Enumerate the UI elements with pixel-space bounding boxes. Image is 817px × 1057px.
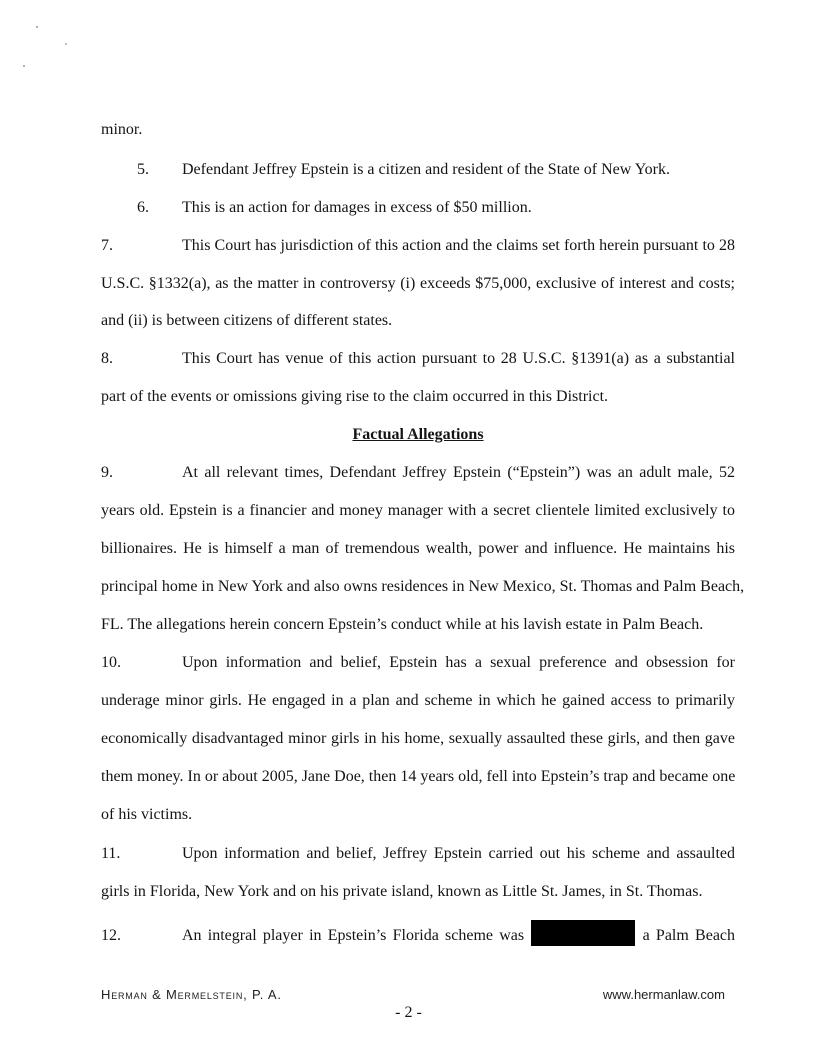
paragraph-10-line-2: underage minor girls. He engaged in a plan and scheme in which he gained access to primarily xyxy=(101,692,735,709)
paragraph-9-line-4: principal home in New York and also owns residences in New Mexico, St. Thomas and Palm Beach, xyxy=(101,578,745,595)
paragraph-text: This Court has venue of this action pursuant to 28 U.S.C. §1391(a) as a substantial xyxy=(182,350,735,367)
paragraph-7-line-1 xyxy=(101,236,735,256)
paragraph-text: Defendant Jeffrey Epstein is a citizen and resident of the State of New York. xyxy=(182,161,671,178)
paragraph-12-line-1 xyxy=(101,920,735,946)
paragraph-7-line-2: U.S.C. §1332(a), as the matter in controversy (i) exceeds $75,000, exclusive of interest and costs; xyxy=(101,275,735,292)
paragraph-9-line-1 xyxy=(101,463,735,483)
paragraph-8-line-1 xyxy=(101,349,735,369)
paragraph-8-line-2: part of the events or omissions giving rise to the claim occurred in this District. xyxy=(101,388,609,405)
paragraph-11-line-1 xyxy=(101,844,735,864)
paragraph-text-continued: a Palm Beach xyxy=(642,927,736,944)
paragraph-number: 10. xyxy=(101,654,121,671)
paragraph-9-line-2: years old. Epstein is a financier and money manager with a secret clientele limited exclusively to xyxy=(101,502,735,519)
scan-specks xyxy=(0,0,90,80)
paragraph-5 xyxy=(101,160,735,180)
paragraph-10-line-1 xyxy=(101,653,735,673)
paragraph-10-line-4: them money. In or about 2005, Jane Doe, then 14 years old, fell into Epstein’s trap and became one xyxy=(101,768,736,785)
paragraph-number: 12. xyxy=(101,927,121,944)
page-number: - 2 - xyxy=(395,1004,422,1021)
paragraph-10-line-3: economically disadvantaged minor girls in his home, sexually assaulted these girls, and then gave xyxy=(101,730,735,747)
paragraph-text: At all relevant times, Defendant Jeffrey Epstein (“Epstein”) was an adult male, 52 xyxy=(182,464,735,481)
redaction-box xyxy=(531,920,635,946)
paragraph-4-end: minor. xyxy=(101,121,143,138)
paragraph-number: 9. xyxy=(101,464,113,481)
paragraph-6 xyxy=(101,198,735,218)
paragraph-9-line-3: billionaires. He is himself a man of tremendous wealth, power and influence. He maintains his xyxy=(101,540,735,557)
paragraph-10-line-5: of his victims. xyxy=(101,806,193,823)
paragraph-number: 8. xyxy=(101,350,113,367)
paragraph-text: This is an action for damages in excess of $50 million. xyxy=(182,199,532,216)
paragraph-text: An integral player in Epstein’s Florida scheme was xyxy=(182,927,525,944)
paragraph-number: 5. xyxy=(137,161,149,178)
section-heading: Factual Allegations xyxy=(352,426,484,443)
paragraph-7-line-3: and (ii) is between citizens of different states. xyxy=(101,312,393,329)
paragraph-number: 11. xyxy=(101,845,121,862)
paragraph-text: This Court has jurisdiction of this action and the claims set forth herein pursuant to 28 xyxy=(182,237,735,254)
paragraph-number: 7. xyxy=(101,237,113,254)
paragraph-number: 6. xyxy=(137,199,149,216)
footer-website: www.hermanlaw.com xyxy=(602,987,725,1002)
footer-firm-name: Herman & Mermelstein, P. A. xyxy=(101,987,282,1002)
paragraph-text: Upon information and belief, Epstein has a sexual preference and obsession for xyxy=(182,654,735,671)
paragraph-11-line-2: girls in Florida, New York and on his private island, known as Little St. James, in St. Thomas. xyxy=(101,883,703,900)
paragraph-text: Upon information and belief, Jeffrey Epstein carried out his scheme and assaulted xyxy=(182,845,735,862)
paragraph-9-line-5: FL. The allegations herein concern Epstein’s conduct while at his lavish estate in Palm Beach. xyxy=(101,616,704,633)
